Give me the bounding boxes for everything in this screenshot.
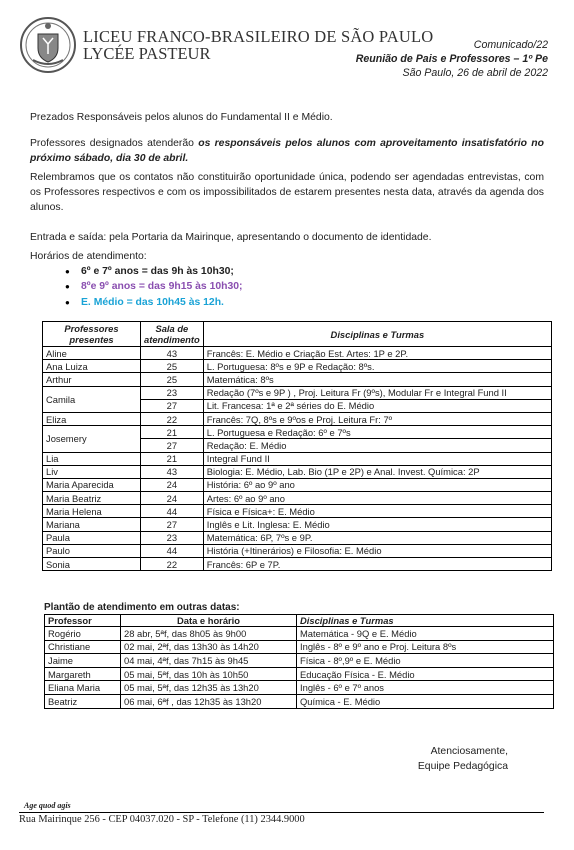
footer-divider <box>19 812 544 813</box>
table-row <box>43 518 552 531</box>
meeting-title: Reunião de Pais e Professores – 1º Pe <box>355 53 548 65</box>
room: 24 <box>141 478 204 491</box>
subjects: L. Portuguesa e Redação: 6º e 7ºs <box>203 426 551 439</box>
footer-address: Rua Mairinque 256 - CEP 04037.020 - SP - Telefone (11) 2344.9000 <box>19 814 305 825</box>
greeting: Prezados Responsáveis pelos alunos do Fundamental II e Médio. <box>30 112 333 123</box>
subjects: História: 6º ao 9º ano <box>203 478 551 491</box>
hours-item-fundamental-6-7: ● 6º e 7º anos = das 9h às 10h30; <box>65 264 243 279</box>
table-row <box>43 478 552 491</box>
teacher-name: Paula <box>43 531 141 544</box>
room: 23 <box>141 386 204 399</box>
table-row <box>45 667 554 681</box>
subjects: Inglês e Lit. Inglesa: E. Médio <box>203 518 551 531</box>
teacher-name: Aline <box>43 347 141 360</box>
closing-team: Equipe Pedagógica <box>417 761 508 772</box>
teacher-name: Maria Beatriz <box>43 492 141 505</box>
teacher-name: Margareth <box>45 667 121 681</box>
teacher-name: Josemery <box>43 426 141 452</box>
subjects: Matemática: 8ºs <box>203 373 551 386</box>
subjects: Inglês - 6º e 7º anos <box>297 681 554 695</box>
teacher-name: Maria Aparecida <box>43 478 141 491</box>
subjects: Redação: E. Médio <box>203 439 551 452</box>
date-time: 05 mai, 5ªf, das 10h às 10h50 <box>121 667 297 681</box>
teachers-table-header <box>43 322 552 347</box>
room: 21 <box>141 452 204 465</box>
table-row <box>43 386 552 399</box>
document-header-info <box>356 38 548 80</box>
closing-greeting: Atenciosamente, <box>430 746 508 757</box>
subjects: Lit. Francesa: 1ª e 2ª séries do E. Médio <box>203 399 551 412</box>
teacher-name: Eliana Maria <box>45 681 121 695</box>
paragraph-designated-emphasis: os responsáveis pelos alunos com aproveitamento insatisfatório no próximo sábado, dia 30 de abril. <box>30 138 544 164</box>
table-row <box>45 694 554 708</box>
room: 25 <box>141 373 204 386</box>
table-row <box>43 492 552 505</box>
room: 43 <box>141 465 204 478</box>
school-name-line1: LICEU FRANCO-BRASILEIRO DE SÃO PAULO <box>83 27 434 46</box>
room: 23 <box>141 531 204 544</box>
hours-item-fundamental-8-9: ● 8ºe 9º anos = das 9h15 às 10h30; <box>65 279 243 294</box>
table-row <box>43 558 552 571</box>
room: 27 <box>141 399 204 412</box>
other-dates-header <box>45 615 554 627</box>
hours-item-medio: ● E. Médio = das 10h45 às 12h. <box>65 295 243 310</box>
teacher-name: Camila <box>43 386 141 412</box>
subjects: Matemática: 6P, 7ºs e 9P. <box>203 531 551 544</box>
document-date: São Paulo, 26 de abril de 2022 <box>402 67 548 79</box>
subjects: História (+Itinerários) e Filosofia: E. Médio <box>203 544 551 557</box>
subjects: Educação Física - E. Médio <box>297 667 554 681</box>
room: 21 <box>141 426 204 439</box>
table-row <box>43 505 552 518</box>
teacher-name: Paulo <box>43 544 141 557</box>
subjects: Francês: 6P e 7P. <box>203 558 551 571</box>
teacher-name: Jaime <box>45 654 121 668</box>
subjects: Biologia: E. Médio, Lab. Bio (1P e 2P) e Anal. Invest. Química: 2P <box>203 465 551 478</box>
teacher-name: Mariana <box>43 518 141 531</box>
subjects: Artes: 6º ao 9º ano <box>203 492 551 505</box>
room: 43 <box>141 347 204 360</box>
other-dates-table <box>44 614 554 709</box>
room: 27 <box>141 518 204 531</box>
subjects: Física e Física+: E. Médio <box>203 505 551 518</box>
table-row <box>43 360 552 373</box>
header-room: Sala de atendimento <box>141 322 204 347</box>
header-subjects: Disciplinas e Turmas <box>297 615 554 627</box>
header-subjects: Disciplinas e Turmas <box>203 322 551 347</box>
teacher-name: Liv <box>43 465 141 478</box>
room: 44 <box>141 544 204 557</box>
paragraph-designated <box>30 136 544 166</box>
subjects: Inglês - 8º e 9º ano e Proj. Leitura 8ºs <box>297 640 554 654</box>
subjects: Matemática - 9Q e E. Médio <box>297 627 554 641</box>
table-row <box>43 426 552 439</box>
subjects: Redação (7ºs e 9P ) , Proj. Leitura Fr (9ºs), Modular Fr e Integral Fund II <box>203 386 551 399</box>
table-row <box>43 452 552 465</box>
room: 25 <box>141 360 204 373</box>
subjects: Física - 8º,9º e E. Médio <box>297 654 554 668</box>
teacher-name: Eliza <box>43 412 141 425</box>
subjects: Francês: E. Médio e Criação Est. Artes: 1P e 2P. <box>203 347 551 360</box>
header-date-time: Data e horário <box>121 615 297 627</box>
table-row <box>43 465 552 478</box>
other-dates-title: Plantão de atendimento em outras datas: <box>44 602 240 613</box>
table-row <box>45 654 554 668</box>
subjects: L. Portuguesa: 8ºs e 9P e Redação: 8ºs. <box>203 360 551 373</box>
footer-motto: Age quod agis <box>24 801 71 810</box>
room: 24 <box>141 492 204 505</box>
date-time: 02 mai, 2ªf, das 13h30 às 14h20 <box>121 640 297 654</box>
paragraph-designated-plain: Professores designados atenderão <box>30 138 199 149</box>
date-time: 05 mai, 5ªf, das 12h35 às 13h20 <box>121 681 297 695</box>
signature-block <box>410 744 508 774</box>
paragraph-reminder: Relembramos que os contatos não constituirão oportunidade única, podendo ser agendadas entrevistas, com os Professores respectivos e com os impossibilitados de estarem presentes nesta data, através da agenda dos alunos. <box>30 172 544 213</box>
teacher-name: Sonia <box>43 558 141 571</box>
teacher-name: Lia <box>43 452 141 465</box>
teacher-name: Christiane <box>45 640 121 654</box>
teacher-name: Arthur <box>43 373 141 386</box>
paragraph-entrance: Entrada e saída: pela Portaria da Mairinque, apresentando o documento de identidade. <box>30 232 432 243</box>
subjects: Francês: 7Q, 8ºs e 9ºos e Proj. Leitura Fr: 7º <box>203 412 551 425</box>
teachers-table <box>42 321 552 571</box>
teacher-name: Rogério <box>45 627 121 641</box>
school-crest-icon <box>19 16 77 74</box>
room: 44 <box>141 505 204 518</box>
table-row <box>43 412 552 425</box>
subjects: Integral Fund II <box>203 452 551 465</box>
subjects: Química - E. Médio <box>297 694 554 708</box>
hours-title: Horários de atendimento: <box>30 251 147 262</box>
room: 22 <box>141 412 204 425</box>
hours-list <box>65 264 243 310</box>
date-time: 04 mai, 4ªf, das 7h15 às 9h45 <box>121 654 297 668</box>
table-row <box>43 544 552 557</box>
header-teachers: Professores presentes <box>43 322 141 347</box>
table-row <box>45 681 554 695</box>
table-row <box>43 531 552 544</box>
table-row <box>43 373 552 386</box>
table-row <box>45 627 554 641</box>
date-time: 28 abr, 5ªf, das 8h05 às 9h00 <box>121 627 297 641</box>
teacher-name: Maria Helena <box>43 505 141 518</box>
school-name-line2: LYCÉE PASTEUR <box>83 44 211 63</box>
room: 22 <box>141 558 204 571</box>
teacher-name: Ana Luiza <box>43 360 141 373</box>
table-row <box>43 347 552 360</box>
teacher-name: Beatriz <box>45 694 121 708</box>
table-row <box>45 640 554 654</box>
communicado-number: Comunicado/22 <box>473 39 548 51</box>
header-professor: Professor <box>45 615 121 627</box>
date-time: 06 mai, 6ªf , das 12h35 às 13h20 <box>121 694 297 708</box>
room: 27 <box>141 439 204 452</box>
